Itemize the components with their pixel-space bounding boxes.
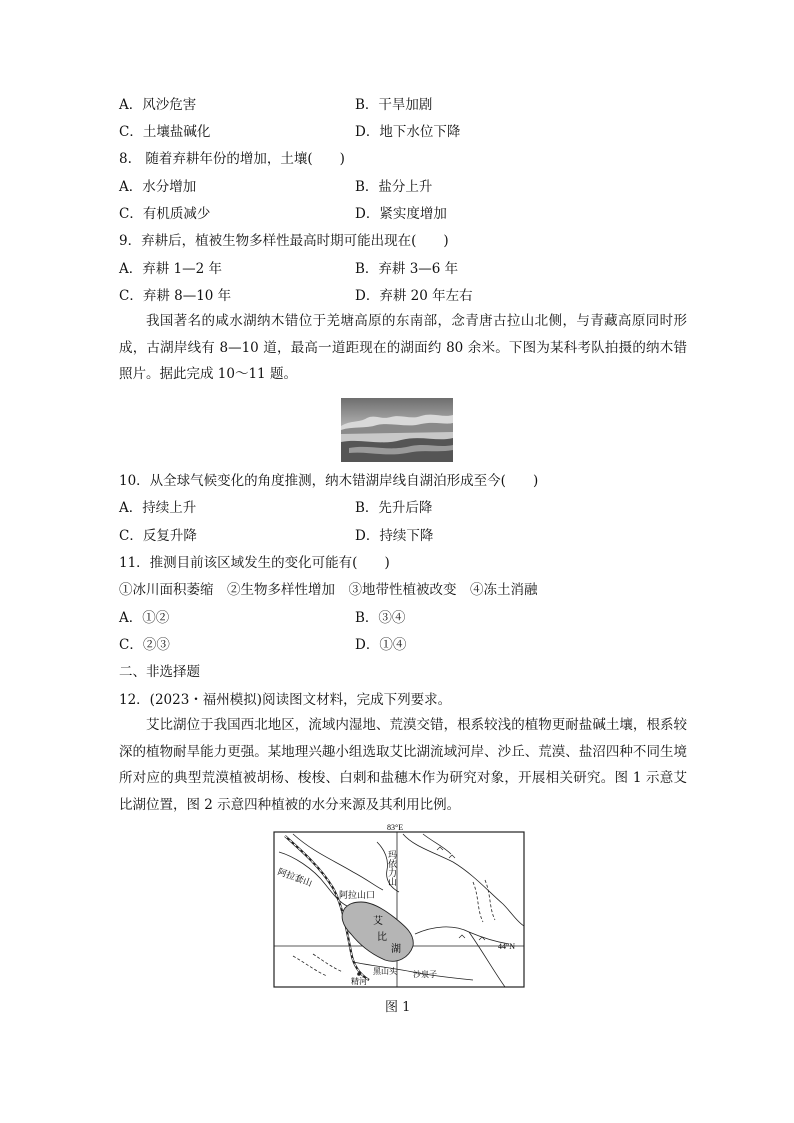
lake-char-3: 湖 bbox=[391, 944, 401, 955]
figure-caption: 图 1 bbox=[385, 1000, 411, 1015]
q11-option-c: C．②③ bbox=[119, 637, 170, 653]
lake-char-1: 艾 bbox=[373, 916, 383, 927]
latitude-label: 44°N bbox=[498, 942, 515, 951]
q10-option-a: A．持续上升 bbox=[119, 500, 197, 516]
section-heading: 二、非选择题 bbox=[119, 664, 200, 680]
q11-stem: 11．推测目前该区域发生的变化可能有( ) bbox=[119, 555, 390, 571]
q11-items: ①冰川面积萎缩 ②生物多样性增加 ③地带性植被改变 ④冻土消融 bbox=[119, 582, 538, 598]
q10-option-d: D．持续下降 bbox=[355, 528, 434, 544]
q11-option-a: A．①② bbox=[119, 610, 170, 626]
q9-option-d: D．弃耕 20 年左右 bbox=[355, 288, 473, 304]
namtso-photo bbox=[341, 398, 453, 462]
passage-namtso-text: 我国著名的咸水湖纳木错位于羌塘高原的东南部，念青唐古拉山北侧，与青藏高原同时形成，古湖岸线有 8—10 道，最高一道距现在的湖面约 80 余米。下图为某科考队拍摄的纳木错照片。据此完成 10～11 题。 bbox=[119, 313, 687, 382]
passage-namtso bbox=[119, 308, 687, 388]
q10-stem: 10．从全球气候变化的角度推测，纳木错湖岸线自湖泊形成至今( ) bbox=[119, 473, 539, 489]
q9-option-c: C．弃耕 8—10 年 bbox=[119, 288, 232, 304]
passage-ebinur-text: 艾比湖位于我国西北地区，流域内湿地、荒漠交错，根系较浅的植物更耐盐碱土壤，根系较深的植物耐旱能力更强。某地理兴趣小组选取艾比湖流域河岸、沙丘、荒漠、盐沼四种不同生境所对应的典型荒漠植被胡杨、梭梭、白刺和盐穗木作为研究对象，开展相关研究。图 1 示意艾比湖位置，图 2 示意四种植被的水分来源及其利用比例。 bbox=[119, 717, 687, 813]
q8-option-b: B．盐分上升 bbox=[355, 179, 433, 195]
q8-option-a: A．水分增加 bbox=[119, 179, 197, 195]
q9-option-a: A．弃耕 1—2 年 bbox=[119, 261, 223, 277]
q9-stem: 9．弃耕后，植被生物多样性最高时期可能出现在( ) bbox=[119, 233, 449, 249]
q10-option-b: B．先升后降 bbox=[355, 500, 433, 516]
q8-option-d: D．紧实度增加 bbox=[355, 206, 447, 222]
ebinur-map bbox=[273, 822, 525, 988]
q11-option-d: D．①④ bbox=[355, 637, 407, 653]
q7-option-a: A．风沙危害 bbox=[119, 97, 197, 113]
town-jinghe: 精河 bbox=[351, 977, 367, 986]
lake-char-2: 比 bbox=[377, 932, 387, 943]
q8-stem: 8. 随着弃耕年份的增加，土壤( ) bbox=[119, 151, 345, 167]
q7-option-c: C．土壤盐碱化 bbox=[119, 124, 211, 140]
longitude-label: 83°E bbox=[387, 823, 404, 832]
q11-option-b: B．③④ bbox=[355, 610, 406, 626]
mountain-alatau: 阿拉套山 bbox=[275, 867, 314, 890]
town-heishantou: 黑山头 bbox=[373, 967, 397, 976]
q7-option-d: D．地下水位下降 bbox=[355, 124, 461, 140]
q8-option-c: C．有机质减少 bbox=[119, 206, 211, 222]
q12-stem: 12．(2023・福州模拟)阅读图文材料，完成下列要求。 bbox=[119, 692, 452, 708]
q7-option-b: B．干旱加剧 bbox=[355, 97, 433, 113]
alashankou-pass: 阿拉山口 bbox=[339, 891, 376, 901]
q10-option-c: C．反复升降 bbox=[119, 528, 197, 544]
town-shaquanzi: 沙泉子 bbox=[413, 970, 437, 979]
mountain-mayili: 玛依力山 bbox=[386, 850, 396, 886]
passage-ebinur bbox=[119, 712, 687, 818]
q9-option-b: B．弃耕 3—6 年 bbox=[355, 261, 459, 277]
